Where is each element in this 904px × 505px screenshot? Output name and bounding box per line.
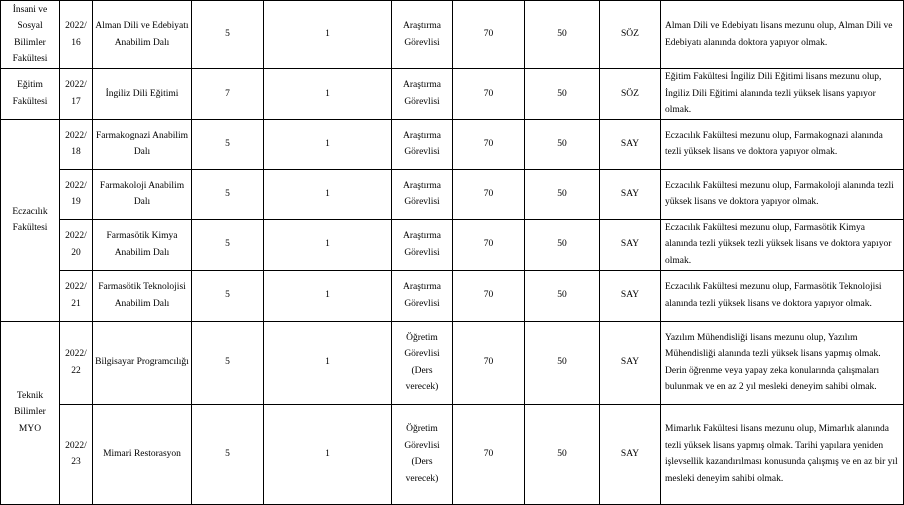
- faculty-cell: Eğitim Fakültesi: [1, 69, 60, 120]
- count-cell: 1: [264, 69, 392, 120]
- department-cell: Bilgisayar Programcılığı: [93, 321, 192, 404]
- language-cell: 50: [525, 321, 600, 404]
- code-cell: 2022/ 16: [60, 1, 93, 69]
- quota-cell: 5: [192, 270, 264, 321]
- quota-cell: 7: [192, 69, 264, 120]
- department-cell: İngiliz Dili Eğitimi: [93, 69, 192, 120]
- count-cell: 1: [264, 270, 392, 321]
- score-type-cell: SAY: [600, 270, 661, 321]
- faculty-cell: Teknik Bilimler MYO: [1, 321, 60, 504]
- requirement-cell: Eğitim Fakültesi İngiliz Dili Eğitimi lisans mezunu olup, İngiliz Dili Eğitimi alanında tezli yüksek lisans yapıyor olmak.: [661, 69, 904, 120]
- code-cell: 2022/ 21: [60, 270, 93, 321]
- code-cell: 2022/ 19: [60, 169, 93, 219]
- quota-cell: 5: [192, 119, 264, 169]
- count-cell: 1: [264, 119, 392, 169]
- department-cell: Farmasötik Kimya Anabilim Dalı: [93, 219, 192, 270]
- requirement-cell: Eczacılık Fakültesi mezunu olup, Farmasötik Kimya alanında tezli yüksek tezli yüksek lisans ve doktora yapıyor olmak.: [661, 219, 904, 270]
- requirement-cell: Eczacılık Fakültesi mezunu olup, Farmakognazi alanında tezli yüksek lisans ve doktora yapıyor olmak.: [661, 119, 904, 169]
- code-cell: 2022/ 20: [60, 219, 93, 270]
- ales-cell: 70: [453, 119, 525, 169]
- language-cell: 50: [525, 69, 600, 120]
- table-row: [1, 169, 904, 219]
- score-type-cell: SAY: [600, 321, 661, 404]
- quota-cell: 5: [192, 169, 264, 219]
- requirement-cell: Yazılım Mühendisliği lisans mezunu olup, Yazılım Mühendisliği alanında tezli yüksek lisans yapmış olmak. Derin öğrenme veya yapay zeka konularında çalışmaları bulunmak ve en az 2 yıl mesleki deneyim sahibi olmak.: [661, 321, 904, 404]
- department-cell: Alman Dili ve Edebiyatı Anabilim Dalı: [93, 1, 192, 69]
- code-cell: 2022/ 18: [60, 119, 93, 169]
- count-cell: 1: [264, 219, 392, 270]
- position-cell: Öğretim Görevlisi (Ders verecek): [392, 321, 453, 404]
- ales-cell: 70: [453, 69, 525, 120]
- count-cell: 1: [264, 321, 392, 404]
- score-type-cell: SAY: [600, 119, 661, 169]
- table-row: [1, 119, 904, 169]
- ales-cell: 70: [453, 219, 525, 270]
- department-cell: Farmakoloji Anabilim Dalı: [93, 169, 192, 219]
- position-cell: Araştırma Görevlisi: [392, 270, 453, 321]
- table-row: [1, 270, 904, 321]
- quota-cell: 5: [192, 321, 264, 404]
- score-type-cell: SAY: [600, 219, 661, 270]
- requirement-cell: Eczacılık Fakültesi mezunu olup, Farmasötik Teknolojisi alanında tezli yüksek lisans ve doktora yapıyor olmak.: [661, 270, 904, 321]
- score-type-cell: SAY: [600, 404, 661, 504]
- ales-cell: 70: [453, 169, 525, 219]
- table-row: [1, 1, 904, 69]
- requirement-cell: Eczacılık Fakültesi mezunu olup, Farmakoloji alanında tezli yüksek lisans ve doktora yapıyor olmak.: [661, 169, 904, 219]
- quota-cell: 5: [192, 219, 264, 270]
- score-type-cell: SAY: [600, 169, 661, 219]
- language-cell: 50: [525, 119, 600, 169]
- language-cell: 50: [525, 404, 600, 504]
- ales-cell: 70: [453, 270, 525, 321]
- position-cell: Araştırma Görevlisi: [392, 69, 453, 120]
- department-cell: Farmakognazi Anabilim Dalı: [93, 119, 192, 169]
- position-cell: Öğretim Görevlisi (Ders verecek): [392, 404, 453, 504]
- position-cell: Araştırma Görevlisi: [392, 119, 453, 169]
- faculty-cell: İnsani ve Sosyal Bilimler Fakültesi: [1, 1, 60, 69]
- table-row: [1, 69, 904, 120]
- count-cell: 1: [264, 404, 392, 504]
- count-cell: 1: [264, 1, 392, 69]
- department-cell: Farmasötik Teknolojisi Anabilim Dalı: [93, 270, 192, 321]
- requirement-cell: Mimarlık Fakültesi lisans mezunu olup, Mimarlık alanında tezli yüksek lisans yapmış olmak. Tarihi yapılara yeniden işlevsellik kazandırılması konusunda çalışmış ve en az bir yıl mesleki deneyim sahibi olmak.: [661, 404, 904, 504]
- code-cell: 2022/ 23: [60, 404, 93, 504]
- code-cell: 2022/ 22: [60, 321, 93, 404]
- requirement-cell: Alman Dili ve Edebiyatı lisans mezunu olup, Alman Dili ve Edebiyatı alanında doktora yapıyor olmak.: [661, 1, 904, 69]
- quota-cell: 5: [192, 404, 264, 504]
- ales-cell: 70: [453, 1, 525, 69]
- score-type-cell: SÖZ: [600, 69, 661, 120]
- table-row: [1, 219, 904, 270]
- language-cell: 50: [525, 1, 600, 69]
- count-cell: 1: [264, 169, 392, 219]
- position-cell: Araştırma Görevlisi: [392, 219, 453, 270]
- department-cell: Mimari Restorasyon: [93, 404, 192, 504]
- language-cell: 50: [525, 169, 600, 219]
- position-cell: Araştırma Görevlisi: [392, 1, 453, 69]
- code-cell: 2022/ 17: [60, 69, 93, 120]
- ales-cell: 70: [453, 404, 525, 504]
- quota-cell: 5: [192, 1, 264, 69]
- ales-cell: 70: [453, 321, 525, 404]
- faculty-cell: Eczacılık Fakültesi: [1, 119, 60, 321]
- table-row: [1, 321, 904, 404]
- language-cell: 50: [525, 270, 600, 321]
- language-cell: 50: [525, 219, 600, 270]
- position-cell: Araştırma Görevlisi: [392, 169, 453, 219]
- score-type-cell: SÖZ: [600, 1, 661, 69]
- table-row: [1, 404, 904, 504]
